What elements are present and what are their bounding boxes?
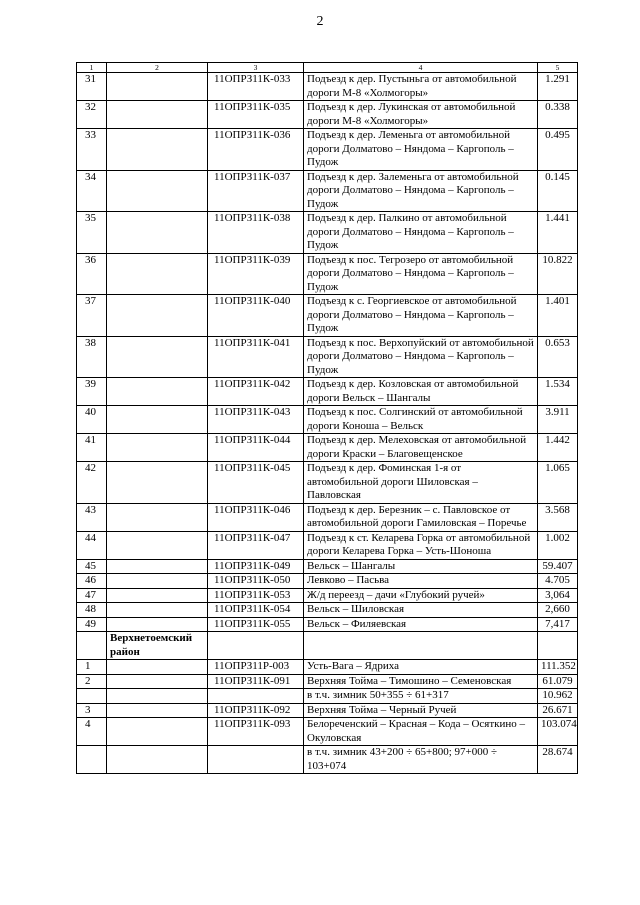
district-name [107,703,208,718]
district-name [107,462,208,504]
road-code: 11ОПРЗ11Р-003 [208,660,304,675]
road-length: 3.911 [538,406,578,434]
table-row [77,588,578,603]
row-number: 33 [77,129,107,171]
table-row [77,559,578,574]
table-row [77,603,578,618]
road-code: 11ОПРЗ11К-093 [208,718,304,746]
row-number: 31 [77,73,107,101]
road-name: Подъезд к дер. Козловская от автомобильной дороги Вельск – Шангалы [304,378,538,406]
table-row [77,129,578,171]
district-name [107,212,208,254]
road-name: Подъезд к дер. Березник – с. Павловское от автомобильной дороги Гамиловская – Поречье [304,503,538,531]
row-number: 41 [77,434,107,462]
road-length: 3.568 [538,503,578,531]
column-number: 1 [77,63,107,73]
district-name [107,588,208,603]
district-name [107,674,208,689]
road-name: Подъезд к ст. Келарева Горка от автомобильной дороги Келарева Горка – Усть-Шоноша [304,531,538,559]
district-name [107,746,208,774]
road-code [208,746,304,774]
road-name: Верхняя Тойма – Тимошино – Семеновская [304,674,538,689]
road-code: 11ОПРЗ11К-037 [208,170,304,212]
column-number: 3 [208,63,304,73]
road-name: Белореченский – Красная – Кода – Осяткино – Окуловская [304,718,538,746]
road-code [208,689,304,704]
district-name [107,574,208,589]
table-row [77,531,578,559]
table-row [77,632,578,660]
row-number: 37 [77,295,107,337]
road-name: Подъезд к пос. Солгинский от автомобильной дороги Коноша – Вельск [304,406,538,434]
table-row [77,434,578,462]
district-name [107,503,208,531]
road-length: 10.822 [538,253,578,295]
road-length: 7,417 [538,617,578,632]
road-code: 11ОПРЗ11К-053 [208,588,304,603]
road-length: 0.495 [538,129,578,171]
table-row [77,660,578,675]
road-code: 11ОПРЗ11К-055 [208,617,304,632]
road-name: Подъезд к дер. Мелеховская от автомобильной дороги Краски – Благовещенское [304,434,538,462]
road-code: 11ОПРЗ11К-041 [208,336,304,378]
district-name [107,559,208,574]
road-length: 111.352 [538,660,578,675]
row-number: 34 [77,170,107,212]
page-number: 2 [316,14,324,29]
road-code: 11ОПРЗ11К-054 [208,603,304,618]
table-row [77,295,578,337]
road-code: 11ОПРЗ11К-091 [208,674,304,689]
road-name: Подъезд к дер. Лукинская от автомобильной дороги М-8 «Холмогоры» [304,101,538,129]
row-number: 36 [77,253,107,295]
road-length: 26.671 [538,703,578,718]
row-number [77,689,107,704]
road-code: 11ОПРЗ11К-042 [208,378,304,406]
district-name [107,73,208,101]
district-name [107,129,208,171]
road-code: 11ОПРЗ11К-033 [208,73,304,101]
row-number: 48 [77,603,107,618]
district-name [107,617,208,632]
column-number: 5 [538,63,578,73]
row-number: 47 [77,588,107,603]
road-name: Усть-Вага – Ядриха [304,660,538,675]
table-row [77,617,578,632]
road-name: Подъезд к дер. Пустыньга от автомобильной дороги М-8 «Холмогоры» [304,73,538,101]
road-length: 0.338 [538,101,578,129]
district-name [107,295,208,337]
road-length: 10.962 [538,689,578,704]
road-length: 59.407 [538,559,578,574]
row-number: 35 [77,212,107,254]
table-row [77,462,578,504]
column-number-row [77,63,578,73]
road-name: Левково – Пасьва [304,574,538,589]
column-number: 2 [107,63,208,73]
road-length: 61.079 [538,674,578,689]
table-row [77,746,578,774]
road-code: 11ОПРЗ11К-049 [208,559,304,574]
district-name [107,718,208,746]
table-row [77,378,578,406]
road-name: Подъезд к пос. Тегрозеро от автомобильной дороги Долматово – Няндома – Каргополь – Пудож [304,253,538,295]
district-name [107,336,208,378]
district-name [107,101,208,129]
road-code: 11ОПРЗ11К-036 [208,129,304,171]
table-row [77,718,578,746]
road-length: 1.065 [538,462,578,504]
road-code [208,632,304,660]
district-name [107,531,208,559]
district-name [107,689,208,704]
table-row [77,212,578,254]
road-length [538,632,578,660]
road-name: Вельск – Шангалы [304,559,538,574]
district-name [107,434,208,462]
road-code: 11ОПРЗ11К-044 [208,434,304,462]
table-row [77,406,578,434]
table-row [77,73,578,101]
road-length: 4.705 [538,574,578,589]
road-code: 11ОПРЗ11К-039 [208,253,304,295]
road-length: 0.653 [538,336,578,378]
table-row [77,574,578,589]
row-number [77,632,107,660]
roads-table [76,62,578,774]
row-number: 4 [77,718,107,746]
road-length: 2,660 [538,603,578,618]
row-number: 32 [77,101,107,129]
road-length: 103.074 [538,718,578,746]
road-length: 28.674 [538,746,578,774]
row-number: 45 [77,559,107,574]
table-row [77,170,578,212]
district-name [107,253,208,295]
road-name: Верхняя Тойма – Черный Ручей [304,703,538,718]
road-name [304,632,538,660]
road-name: Подъезд к дер. Палкино от автомобильной дороги Долматово – Няндома – Каргополь – Пудож [304,212,538,254]
row-number: 1 [77,660,107,675]
table-row [77,503,578,531]
table-row [77,689,578,704]
road-code: 11ОПРЗ11К-040 [208,295,304,337]
row-number: 44 [77,531,107,559]
district-name [107,378,208,406]
table-row [77,674,578,689]
column-number: 4 [304,63,538,73]
road-length: 1.002 [538,531,578,559]
row-number [77,746,107,774]
road-code: 11ОПРЗ11К-092 [208,703,304,718]
road-length: 0.145 [538,170,578,212]
road-name: в т.ч. зимник 43+200 ÷ 65+800; 97+000 ÷ 103+074 [304,746,538,774]
road-code: 11ОПРЗ11К-045 [208,462,304,504]
road-code: 11ОПРЗ11К-047 [208,531,304,559]
row-number: 42 [77,462,107,504]
row-number: 43 [77,503,107,531]
table-row [77,703,578,718]
road-code: 11ОПРЗ11К-038 [208,212,304,254]
table-row [77,101,578,129]
road-name: Вельск – Шиловская [304,603,538,618]
table-row [77,253,578,295]
district-name: Верхнетоемский район [107,632,208,660]
road-code: 11ОПРЗ11К-046 [208,503,304,531]
row-number: 3 [77,703,107,718]
row-number: 49 [77,617,107,632]
road-name: Вельск – Филяевская [304,617,538,632]
road-name: Подъезд к с. Георгиевское от автомобильной дороги Долматово – Няндома – Каргополь – Пудож [304,295,538,337]
road-name: Ж/д переезд – дачи «Глубокий ручей» [304,588,538,603]
district-name [107,406,208,434]
row-number: 2 [77,674,107,689]
road-name: Подъезд к пос. Верхопуйский от автомобильной дороги Долматово – Няндома – Каргополь – Пудож [304,336,538,378]
row-number: 38 [77,336,107,378]
road-name: в т.ч. зимник 50+355 ÷ 61+317 [304,689,538,704]
row-number: 46 [77,574,107,589]
road-length: 1.534 [538,378,578,406]
road-name: Подъезд к дер. Фоминская 1-я от автомобильной дороги Шиловская – Павловская [304,462,538,504]
district-name [107,170,208,212]
road-code: 11ОПРЗ11К-050 [208,574,304,589]
road-length: 1.291 [538,73,578,101]
road-name: Подъезд к дер. Залеменьга от автомобильной дороги Долматово – Няндома – Каргополь – Пудож [304,170,538,212]
row-number: 40 [77,406,107,434]
road-code: 11ОПРЗ11К-043 [208,406,304,434]
district-name [107,660,208,675]
district-name [107,603,208,618]
row-number: 39 [77,378,107,406]
table-row [77,336,578,378]
road-length: 1.401 [538,295,578,337]
road-name: Подъезд к дер. Леменьга от автомобильной дороги Долматово – Няндома – Каргополь – Пудож [304,129,538,171]
road-length: 1.441 [538,212,578,254]
road-code: 11ОПРЗ11К-035 [208,101,304,129]
road-length: 1.442 [538,434,578,462]
road-length: 3,064 [538,588,578,603]
